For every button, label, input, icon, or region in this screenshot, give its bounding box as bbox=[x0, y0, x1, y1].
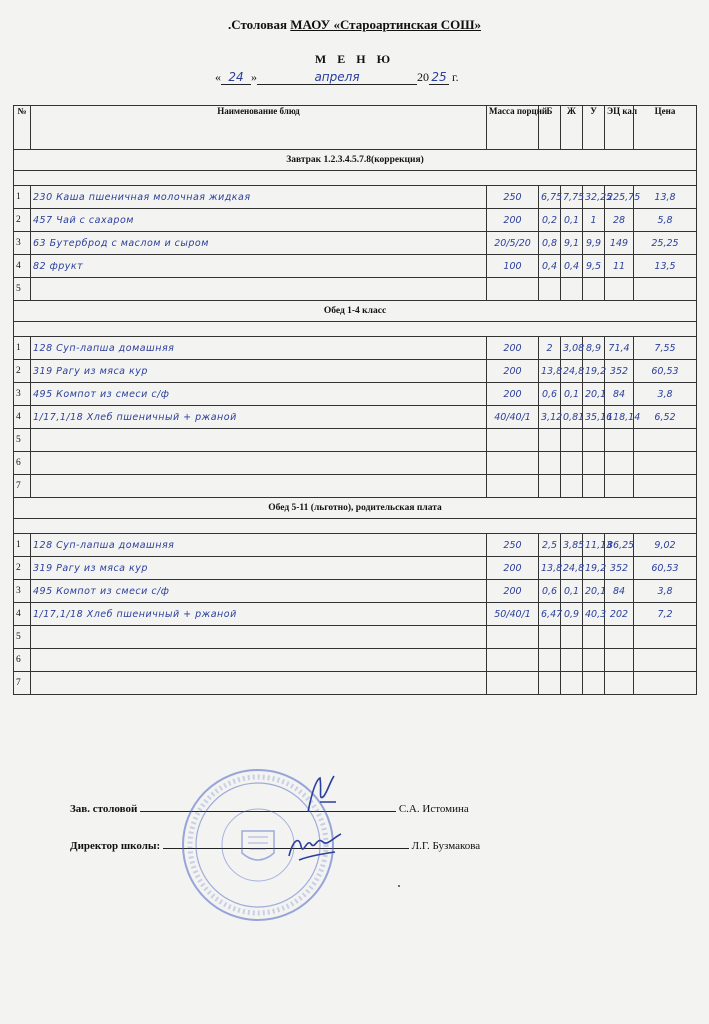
price-value: 60,53 bbox=[634, 557, 697, 580]
carbs-value: 8,9 bbox=[583, 337, 605, 360]
energy-value bbox=[605, 626, 634, 649]
dish-name: 495 Компот из смеси с/ф bbox=[31, 383, 487, 406]
table-row bbox=[14, 429, 697, 452]
dish-name bbox=[31, 429, 487, 452]
price-value: 7,55 bbox=[634, 337, 697, 360]
director-signature-mark bbox=[285, 826, 345, 866]
dish-name: 82 фрукт bbox=[31, 255, 487, 278]
mass-value: 200 bbox=[487, 360, 539, 383]
energy-value: 352 bbox=[605, 360, 634, 383]
carbs-value: 9,9 bbox=[583, 232, 605, 255]
mass-value: 100 bbox=[487, 255, 539, 278]
fat-value: 0,1 bbox=[561, 580, 583, 603]
carbs-value: 19,2 bbox=[583, 557, 605, 580]
mass-value bbox=[487, 429, 539, 452]
carbs-value: 35,16 bbox=[583, 406, 605, 429]
table-row bbox=[14, 580, 697, 603]
row-number: 3 bbox=[14, 580, 31, 603]
section-spacer-row bbox=[14, 322, 697, 337]
row-number: 5 bbox=[14, 429, 31, 452]
section-spacer-row bbox=[14, 519, 697, 534]
price-value: 3,8 bbox=[634, 383, 697, 406]
mass-value: 250 bbox=[487, 186, 539, 209]
row-number: 2 bbox=[14, 557, 31, 580]
table-header-row bbox=[14, 106, 697, 150]
mass-value: 200 bbox=[487, 383, 539, 406]
price-value: 3,8 bbox=[634, 580, 697, 603]
section-spacer-row bbox=[14, 171, 697, 186]
fat-value: 0,1 bbox=[561, 209, 583, 232]
table-row bbox=[14, 626, 697, 649]
price-value bbox=[634, 278, 697, 301]
dish-name: 128 Суп-лапша домашняя bbox=[31, 534, 487, 557]
price-value: 13,5 bbox=[634, 255, 697, 278]
row-number: 1 bbox=[14, 337, 31, 360]
spacer-cell bbox=[14, 322, 697, 337]
protein-value: 3,12 bbox=[539, 406, 561, 429]
fat-value: 24,8 bbox=[561, 360, 583, 383]
mass-value: 20/5/20 bbox=[487, 232, 539, 255]
table-row bbox=[14, 557, 697, 580]
carbs-value bbox=[583, 278, 605, 301]
dish-name: 230 Каша пшеничная молочная жидкая bbox=[31, 186, 487, 209]
energy-value: 86,25 bbox=[605, 534, 634, 557]
section-title: Обед 5-11 (льготно), родительская плата bbox=[14, 498, 697, 519]
row-number: 6 bbox=[14, 452, 31, 475]
energy-value bbox=[605, 475, 634, 498]
protein-value: 13,8 bbox=[539, 557, 561, 580]
mass-value bbox=[487, 626, 539, 649]
col-fat: Ж bbox=[561, 106, 583, 150]
carbs-value bbox=[583, 452, 605, 475]
date-day: 24 bbox=[221, 70, 251, 85]
date-year-prefix: 20 bbox=[417, 70, 429, 84]
row-number: 3 bbox=[14, 383, 31, 406]
fat-value bbox=[561, 626, 583, 649]
fat-value: 0,4 bbox=[561, 255, 583, 278]
spacer-cell bbox=[14, 171, 697, 186]
table-row bbox=[14, 452, 697, 475]
table-row bbox=[14, 649, 697, 672]
protein-value bbox=[539, 626, 561, 649]
dish-name: 1/17,1/18 Хлеб пшеничный + ржаной bbox=[31, 603, 487, 626]
row-number: 6 bbox=[14, 649, 31, 672]
row-number: 2 bbox=[14, 209, 31, 232]
dish-name bbox=[31, 452, 487, 475]
price-value: 25,25 bbox=[634, 232, 697, 255]
energy-value bbox=[605, 429, 634, 452]
canteen-head-name: С.А. Истомина bbox=[398, 803, 469, 815]
table-row bbox=[14, 186, 697, 209]
protein-value: 0,2 bbox=[539, 209, 561, 232]
table-row bbox=[14, 534, 697, 557]
col-protein: Б bbox=[539, 106, 561, 150]
fat-value: 3,08 bbox=[561, 337, 583, 360]
dish-name bbox=[31, 672, 487, 695]
fat-value bbox=[561, 649, 583, 672]
price-value: 13,8 bbox=[634, 186, 697, 209]
protein-value bbox=[539, 672, 561, 695]
price-value: 9,02 bbox=[634, 534, 697, 557]
protein-value: 13,8 bbox=[539, 360, 561, 383]
price-value bbox=[634, 626, 697, 649]
mass-value: 200 bbox=[487, 209, 539, 232]
date-close-quote: » bbox=[251, 70, 257, 84]
dish-name: 457 Чай с сахаром bbox=[31, 209, 487, 232]
dish-name: 319 Рагу из мяса кур bbox=[31, 360, 487, 383]
date-month: апреля bbox=[257, 70, 417, 85]
price-value bbox=[634, 452, 697, 475]
mass-value: 200 bbox=[487, 557, 539, 580]
col-dish-name: Наименование блюд bbox=[31, 106, 487, 150]
col-num: № bbox=[14, 106, 31, 150]
table-row bbox=[14, 383, 697, 406]
dish-name bbox=[31, 649, 487, 672]
protein-value bbox=[539, 429, 561, 452]
energy-value: 225,75 bbox=[605, 186, 634, 209]
price-value bbox=[634, 649, 697, 672]
date-year: 25 bbox=[429, 70, 449, 85]
carbs-value: 20,1 bbox=[583, 580, 605, 603]
section-header-row bbox=[14, 150, 697, 171]
row-number: 4 bbox=[14, 603, 31, 626]
section-title: Завтрак 1.2.3.4.5.7.8(коррекция) bbox=[14, 150, 697, 171]
fat-value bbox=[561, 278, 583, 301]
title-prefix: .Столовая bbox=[227, 17, 291, 32]
protein-value bbox=[539, 475, 561, 498]
mass-value bbox=[487, 672, 539, 695]
energy-value: 84 bbox=[605, 580, 634, 603]
fat-value bbox=[561, 475, 583, 498]
dish-name: 128 Суп-лапша домашняя bbox=[31, 337, 487, 360]
ink-dot bbox=[398, 885, 400, 887]
price-value: 7,2 bbox=[634, 603, 697, 626]
table-row bbox=[14, 232, 697, 255]
protein-value: 0,4 bbox=[539, 255, 561, 278]
row-number: 1 bbox=[14, 534, 31, 557]
mass-value: 200 bbox=[487, 337, 539, 360]
price-value: 60,53 bbox=[634, 360, 697, 383]
mass-value bbox=[487, 475, 539, 498]
row-number: 3 bbox=[14, 232, 31, 255]
canteen-head-signature-mark bbox=[302, 772, 342, 818]
protein-value: 2,5 bbox=[539, 534, 561, 557]
menu-date bbox=[215, 70, 459, 85]
date-suffix: г. bbox=[449, 70, 459, 84]
carbs-value bbox=[583, 626, 605, 649]
section-title: Обед 1-4 класс bbox=[14, 301, 697, 322]
fat-value bbox=[561, 672, 583, 695]
fat-value: 0,1 bbox=[561, 383, 583, 406]
dish-name: 319 Рагу из мяса кур bbox=[31, 557, 487, 580]
director-label: Директор школы: bbox=[70, 840, 161, 852]
energy-value: 352 bbox=[605, 557, 634, 580]
energy-value bbox=[605, 672, 634, 695]
carbs-value bbox=[583, 672, 605, 695]
row-number: 4 bbox=[14, 255, 31, 278]
protein-value: 0,8 bbox=[539, 232, 561, 255]
price-value bbox=[634, 672, 697, 695]
fat-value: 0,9 bbox=[561, 603, 583, 626]
protein-value: 0,6 bbox=[539, 580, 561, 603]
document-title bbox=[0, 17, 709, 33]
table-row bbox=[14, 209, 697, 232]
dish-name: 1/17,1/18 Хлеб пшеничный + ржаной bbox=[31, 406, 487, 429]
carbs-value: 11,13 bbox=[583, 534, 605, 557]
carbs-value bbox=[583, 649, 605, 672]
dish-name: 495 Компот из смеси с/ф bbox=[31, 580, 487, 603]
spacer-cell bbox=[14, 519, 697, 534]
carbs-value: 20,1 bbox=[583, 383, 605, 406]
energy-value bbox=[605, 452, 634, 475]
mass-value bbox=[487, 649, 539, 672]
row-number: 1 bbox=[14, 186, 31, 209]
fat-value: 3,85 bbox=[561, 534, 583, 557]
energy-value: 202 bbox=[605, 603, 634, 626]
fat-value: 0,81 bbox=[561, 406, 583, 429]
canteen-head-label: Зав. столовой bbox=[70, 803, 138, 815]
energy-value: 28 bbox=[605, 209, 634, 232]
fat-value: 9,1 bbox=[561, 232, 583, 255]
price-value: 5,8 bbox=[634, 209, 697, 232]
price-value bbox=[634, 429, 697, 452]
protein-value bbox=[539, 452, 561, 475]
protein-value: 6,75 bbox=[539, 186, 561, 209]
table-row bbox=[14, 278, 697, 301]
carbs-value: 40,3 bbox=[583, 603, 605, 626]
fat-value bbox=[561, 429, 583, 452]
price-value: 6,52 bbox=[634, 406, 697, 429]
table-row bbox=[14, 672, 697, 695]
mass-value: 250 bbox=[487, 534, 539, 557]
menu-table bbox=[13, 105, 697, 695]
protein-value bbox=[539, 649, 561, 672]
director-name: Л.Г. Бузмакова bbox=[411, 840, 481, 852]
energy-value: 118,14 bbox=[605, 406, 634, 429]
mass-value bbox=[487, 278, 539, 301]
mass-value: 40/40/1 bbox=[487, 406, 539, 429]
mass-value: 200 bbox=[487, 580, 539, 603]
row-number: 7 bbox=[14, 672, 31, 695]
mass-value: 50/40/1 bbox=[487, 603, 539, 626]
carbs-value bbox=[583, 475, 605, 498]
table-row bbox=[14, 406, 697, 429]
carbs-value: 1 bbox=[583, 209, 605, 232]
row-number: 2 bbox=[14, 360, 31, 383]
col-mass: Масса порций bbox=[487, 106, 539, 150]
carbs-value: 19,2 bbox=[583, 360, 605, 383]
protein-value: 0,6 bbox=[539, 383, 561, 406]
carbs-value bbox=[583, 429, 605, 452]
price-value bbox=[634, 475, 697, 498]
row-number: 5 bbox=[14, 278, 31, 301]
row-number: 4 bbox=[14, 406, 31, 429]
date-open-quote: « bbox=[215, 70, 221, 84]
mass-value bbox=[487, 452, 539, 475]
energy-value: 71,4 bbox=[605, 337, 634, 360]
table-row bbox=[14, 255, 697, 278]
section-header-row bbox=[14, 301, 697, 322]
col-energy: ЭЦ кал bbox=[605, 106, 634, 150]
dish-name bbox=[31, 626, 487, 649]
dish-name bbox=[31, 475, 487, 498]
fat-value: 7,75 bbox=[561, 186, 583, 209]
col-price: Цена bbox=[634, 106, 697, 150]
energy-value: 149 bbox=[605, 232, 634, 255]
dish-name: 63 Бутерброд с маслом и сыром bbox=[31, 232, 487, 255]
protein-value: 2 bbox=[539, 337, 561, 360]
organization-name: МАОУ «Староартинская СОШ» bbox=[290, 17, 482, 32]
carbs-value: 9,5 bbox=[583, 255, 605, 278]
carbs-value: 32,25 bbox=[583, 186, 605, 209]
row-number: 7 bbox=[14, 475, 31, 498]
energy-value: 84 bbox=[605, 383, 634, 406]
fat-value: 24,8 bbox=[561, 557, 583, 580]
section-header-row bbox=[14, 498, 697, 519]
table-row bbox=[14, 337, 697, 360]
energy-value bbox=[605, 278, 634, 301]
protein-value bbox=[539, 278, 561, 301]
table-row bbox=[14, 360, 697, 383]
table-row bbox=[14, 475, 697, 498]
protein-value: 6,47 bbox=[539, 603, 561, 626]
energy-value: 11 bbox=[605, 255, 634, 278]
row-number: 5 bbox=[14, 626, 31, 649]
fat-value bbox=[561, 452, 583, 475]
energy-value bbox=[605, 649, 634, 672]
col-carbs: У bbox=[583, 106, 605, 150]
table-row bbox=[14, 603, 697, 626]
dish-name bbox=[31, 278, 487, 301]
menu-heading: М Е Н Ю bbox=[314, 52, 395, 66]
